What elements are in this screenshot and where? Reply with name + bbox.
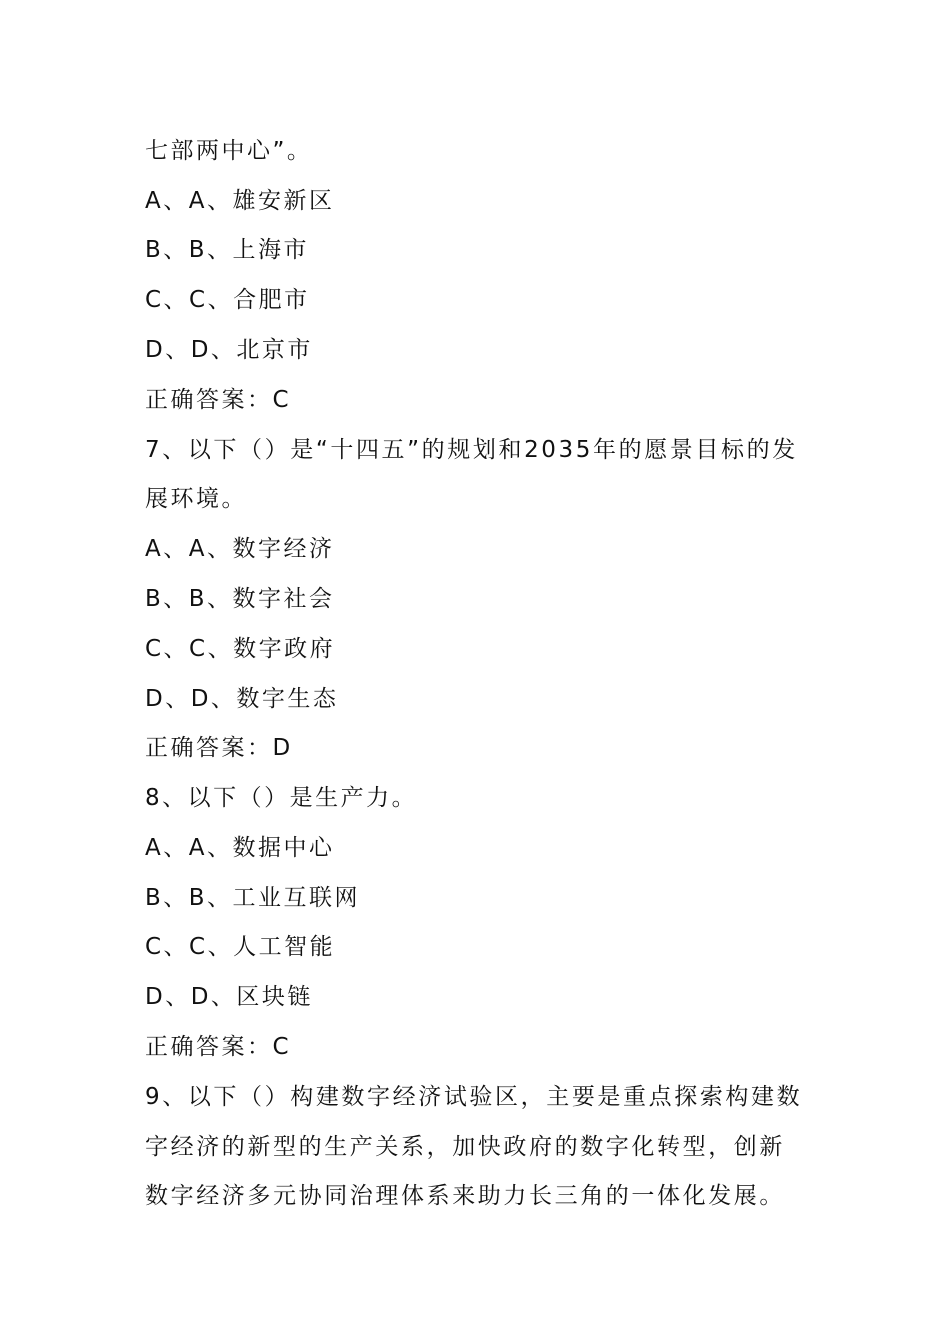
option-c: C、C、合肥市 [145,287,310,313]
option-a: A、A、数据中心 [145,835,335,861]
question-7-text-continuation: 展环境。 [145,486,247,512]
correct-answer: 正确答案：C [145,387,292,413]
option-d: D、D、北京市 [145,337,313,363]
option-a: A、A、数字经济 [145,536,335,562]
option-b: B、B、上海市 [145,237,310,263]
option-b: B、B、工业互联网 [145,885,361,911]
option-c: C、C、人工智能 [145,934,336,960]
option-d: D、D、数字生态 [145,686,339,712]
question-9-text-continuation: 字经济的新型的生产关系，加快政府的数字化转型，创新 [145,1134,785,1160]
question-9-text: 9、以下（）构建数字经济试验区，主要是重点探索构建数 [145,1084,803,1110]
question-7-text: 7、以下（）是“十四五”的规划和2035年的愿景目标的发 [145,437,798,463]
question-8-text: 8、以下（）是生产力。 [145,785,418,811]
option-d: D、D、区块链 [145,984,313,1010]
question-text-continuation: 七部两中心”。 [145,138,313,164]
option-b: B、B、数字社会 [145,586,335,612]
question-9-text-continuation: 数字经济多元协同治理体系来助力长三角的一体化发展。 [145,1183,785,1209]
option-c: C、C、数字政府 [145,636,336,662]
correct-answer: 正确答案：C [145,1034,292,1060]
correct-answer: 正确答案：D [145,735,293,761]
option-a: A、A、雄安新区 [145,188,335,214]
